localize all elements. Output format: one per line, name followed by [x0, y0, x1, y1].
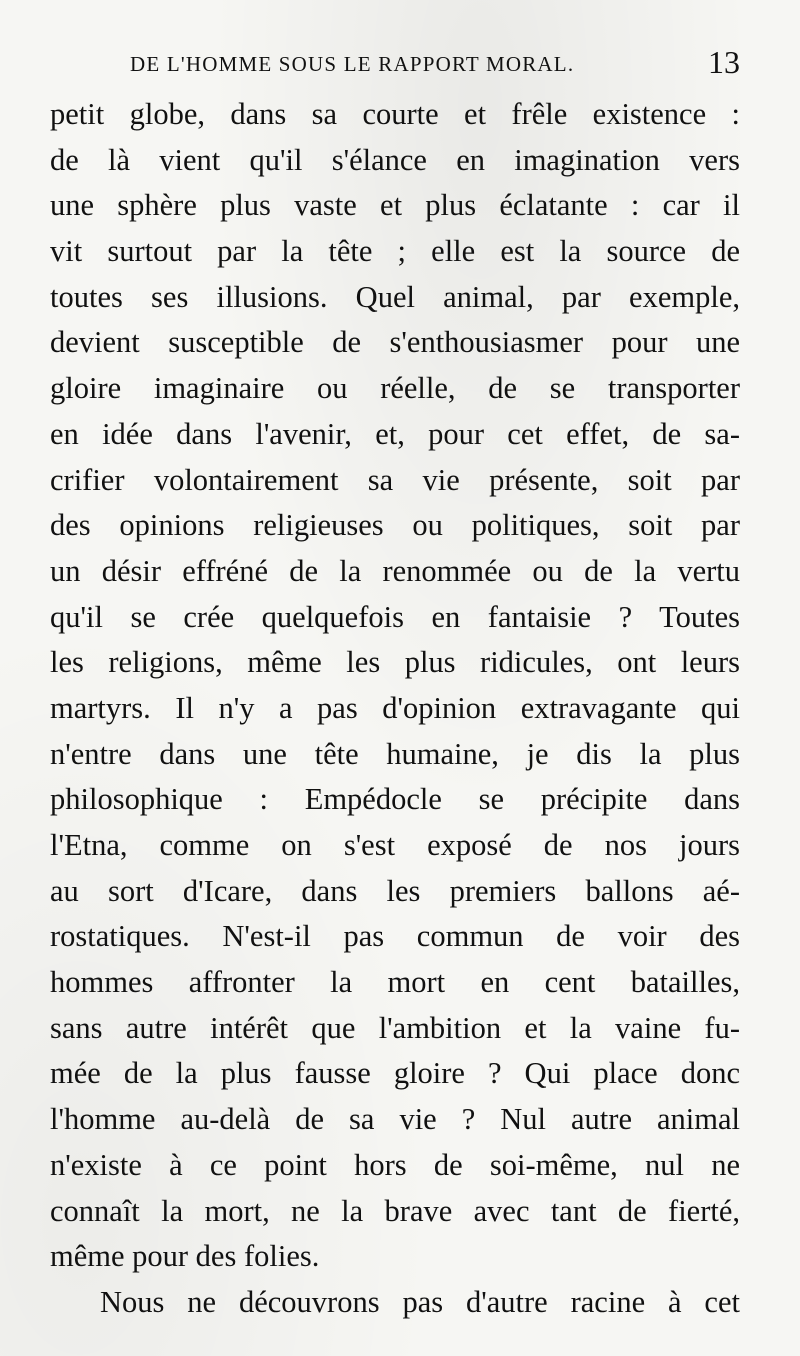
text-line: petit globe, dans sa courte et frêle existence : — [50, 97, 740, 131]
body-text — [50, 92, 740, 1326]
text-line: hommes affronter la mort en cent batailles, — [50, 965, 740, 1000]
text-line: les religions, même les plus ridicules, ont leurs — [50, 645, 740, 680]
running-title: DE L'HOMME SOUS LE RAPPORT MORAL. — [130, 52, 575, 76]
text-line: vit surtout par la tête ; elle est la source de — [50, 234, 740, 269]
text-line: l'homme au-delà de sa vie ? Nul autre animal — [50, 1102, 740, 1137]
text-line: sans autre intérêt que l'ambition et la vaine fu- — [50, 1010, 740, 1045]
text-line: de là vient qu'il s'élance en imagination vers — [50, 142, 740, 177]
text-line: connaît la mort, ne la brave avec tant de fierté, — [50, 1193, 740, 1228]
text-line: crifier volontairement sa vie présente, soit par — [50, 462, 740, 497]
text-line: qu'il se crée quelquefois en fantaisie ? Toutes — [50, 599, 740, 634]
running-head — [60, 44, 740, 84]
page-number: 13 — [708, 44, 740, 80]
text-line: l'Etna, comme on s'est exposé de nos jours — [50, 828, 740, 862]
text-line: martyrs. Il n'y a pas d'opinion extravagante qui — [50, 690, 740, 725]
text-line: n'entre dans une tête humaine, je dis la plus — [50, 736, 740, 771]
text-line: au sort d'Icare, dans les premiers ballons aé- — [50, 873, 740, 908]
text-line: philosophique : Empédocle se précipite dans — [50, 782, 740, 817]
paragraph-end-line: même pour des folies. — [50, 1239, 320, 1274]
text-line: en idée dans l'avenir, et, pour cet effet, de sa- — [50, 416, 740, 451]
paragraph-start-line: Nous ne découvrons pas d'autre racine à cet — [100, 1284, 740, 1319]
text-line: toutes ses illusions. Quel animal, par exemple, — [50, 279, 740, 314]
text-line: des opinions religieuses ou politiques, soit par — [50, 508, 740, 543]
text-line: mée de la plus fausse gloire ? Qui place donc — [50, 1056, 740, 1091]
text-line: un désir effréné de la renommée ou de la vertu — [50, 553, 740, 588]
text-line: gloire imaginaire ou réelle, de se transporter — [50, 371, 740, 406]
text-line: devient susceptible de s'enthousiasmer pour une — [50, 325, 740, 360]
text-line: n'existe à ce point hors de soi-même, nul ne — [50, 1147, 740, 1182]
text-line: une sphère plus vaste et plus éclatante : car il — [50, 188, 740, 223]
text-line: rostatiques. N'est-il pas commun de voir des — [50, 919, 740, 954]
